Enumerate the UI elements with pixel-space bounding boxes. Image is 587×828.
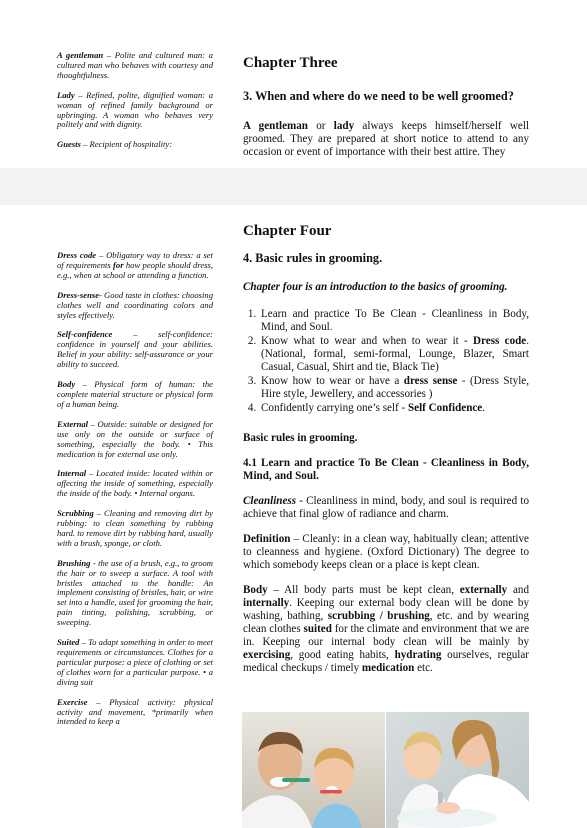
glossary-entry xyxy=(57,638,213,688)
glossary-bold: for xyxy=(113,259,124,270)
list-item xyxy=(259,335,529,374)
body-paragraph xyxy=(243,584,529,675)
text-run: - Cleanliness in mind, body, and soul is required to achieve that final glow of radiance and charm. xyxy=(243,495,529,520)
glossary-term: Lady xyxy=(57,89,75,100)
glossary-definition: – self-confidence: confidence in yourself and your abilities. Belief in your ability: self-assurance or your ability to succeed. xyxy=(57,329,213,370)
bold-term: A gentleman xyxy=(243,120,308,132)
text-run: ourselves, regular medical checkups / timely xyxy=(243,649,529,674)
text-run: etc. xyxy=(414,662,433,674)
text-run: - (Dress Style, Hire style, Jewellery, and accessories ) xyxy=(261,375,529,400)
glossary-term: Brushing xyxy=(57,557,91,568)
glossary-entry xyxy=(57,509,213,549)
section-heading: 4. Basic rules in grooming. xyxy=(243,251,383,265)
main-column xyxy=(243,222,529,675)
text-run: . Keeping our external body clean will be done by washing, bathing, xyxy=(243,597,529,622)
text-run: always keeps himself/herself well groomed. They are prepared at short notice to attend to any occasion or event of importance with their best attire. They xyxy=(243,120,529,158)
chapter-title: Chapter Four xyxy=(243,223,332,239)
glossary-term: Exercise xyxy=(57,696,88,707)
glossary-entry xyxy=(57,559,213,628)
text-run: Confidently carrying one’s self - xyxy=(261,402,408,414)
section-heading: 3. When and where do we need to be well groomed? xyxy=(243,89,514,103)
glossary-entry xyxy=(57,140,213,150)
glossary-entry xyxy=(57,291,213,321)
bold-term: internally xyxy=(243,597,290,609)
bold-term: externally xyxy=(459,584,508,596)
glossary-definition: – Obligatory way to dress: a set of requirements xyxy=(57,250,213,270)
glossary-entry xyxy=(57,420,213,460)
grooming-photo xyxy=(242,712,529,828)
text-run: . (National, formal, semi-formal, Lounge, Blazer, Smart Casual, Casual, Shirt and tie, Black Tie) xyxy=(261,335,529,373)
page-gap xyxy=(0,168,587,205)
family-grooming-image xyxy=(242,712,529,828)
glossary-term: Guests xyxy=(57,139,81,150)
glossary-entry xyxy=(57,51,213,81)
definition-paragraph xyxy=(243,533,529,572)
bold-term: dress sense xyxy=(403,375,458,387)
glossary-entry xyxy=(57,91,213,131)
chapter-intro: Chapter four is an introduction to the basics of grooming. xyxy=(243,281,508,293)
glossary-definition: – Physical activity: physical activity and movement, *primarily when intended to keep a xyxy=(57,696,213,727)
glossary-term: Dress code xyxy=(57,250,97,260)
glossary-definition: – Recipient of hospitality: xyxy=(80,139,173,150)
list-item xyxy=(259,308,529,334)
text-run: or xyxy=(307,120,334,132)
glossary-entry xyxy=(57,251,213,281)
sidebar-glossary xyxy=(57,251,213,737)
list-item xyxy=(259,402,529,415)
glossary-definition: – Physical form of human: the complete material structure or physical form of a human being. xyxy=(57,379,213,409)
glossary-term: Scrubbing xyxy=(57,508,94,519)
text-run: Know how to wear or have a xyxy=(261,375,404,387)
basic-rules-heading: Basic rules in grooming. xyxy=(243,432,358,444)
page-top xyxy=(0,0,587,168)
text-run: , good eating habits, xyxy=(290,649,395,661)
list-item xyxy=(259,375,529,401)
glossary-definition: – Outside: suitable or designed for use only on the outside or surface of something, especially the body. • This medication is for external use only. xyxy=(57,418,213,459)
bold-term: Self Confidence xyxy=(407,402,483,414)
glossary-entry xyxy=(57,380,213,410)
main-column-top xyxy=(243,54,529,159)
glossary-term: External xyxy=(57,418,89,429)
rules-list xyxy=(243,308,529,415)
text-run: – Cleanly: in a clean way, habitually clean; attentive to cleanness and hygiene. (Oxford Dictionary) The degree to which somebody keeps clean or a place is kept clean. xyxy=(243,533,529,571)
glossary-definition: how people should dress, e.g., when at school or attending a function. xyxy=(57,259,213,280)
text-run: Know what to wear and when to wear it - xyxy=(261,335,474,347)
glossary-term: Suited xyxy=(57,637,80,648)
chapter-title: Chapter Three xyxy=(243,55,338,71)
glossary-entry xyxy=(57,330,213,370)
text-run: and xyxy=(507,584,529,596)
bold-term: lady xyxy=(333,120,355,132)
text-run: – All body parts must be kept clean, xyxy=(267,584,460,596)
bold-term: Dress code xyxy=(473,335,527,347)
sidebar-glossary-top xyxy=(57,51,213,160)
bold-term: Definition xyxy=(243,533,291,545)
sub-heading: 4.1 Learn and practice To Be Clean - Cleanliness in Body, Mind, and Soul. xyxy=(243,457,529,482)
glossary-definition: - the use of a brush, e.g., to groom the hair or to sweep a surface. A tool with bristles attached to the handle: An implement consisting of bristles, hair, or wire set into a handle, used for grooming the hair, pain tinting, polishing, scrubbing, or sweeping. xyxy=(57,557,213,628)
cleanliness-paragraph xyxy=(243,495,529,521)
glossary-term: Dress-sense xyxy=(57,289,100,300)
bold-term: Body xyxy=(243,584,268,596)
text-run: . xyxy=(482,402,486,414)
body-paragraph xyxy=(243,120,529,159)
glossary-term: Internal xyxy=(57,468,87,479)
glossary-definition: – Cleaning and removing dirt by rubbing: to clean something by rubbing hard. to remove dirt by rubbing hard, usually with a brush, sponge, or cloth. xyxy=(57,508,213,548)
bold-term: exercising xyxy=(243,649,291,661)
glossary-term: Body xyxy=(57,379,76,390)
text-run: , etc. and by wearing clean clothes xyxy=(243,610,529,635)
glossary-term: A gentleman xyxy=(57,50,104,60)
bold-term: suited xyxy=(303,623,332,635)
glossary-term: Self-confidence xyxy=(57,329,113,340)
text-run: for the climate and environment that we are in. Keeping our internal body clean will be mainly by xyxy=(243,623,530,648)
glossary-entry xyxy=(57,698,213,728)
bold-term: medication xyxy=(361,662,415,674)
glossary-definition: – Polite and cultured man: a cultured man who behaves with courtesy and thoughtfulness. xyxy=(57,50,213,80)
glossary-entry xyxy=(57,469,213,499)
glossary-definition: – Located inside: located within or affecting the inside of something, especially the inside of the body. • Internal organs. xyxy=(57,468,213,499)
bold-term: scrubbing / brushing xyxy=(327,610,430,622)
glossary-definition: - Good taste in clothes: choosing clothes well and coordinating colors and styles effectively. xyxy=(57,289,213,320)
bold-term: hydrating xyxy=(394,649,442,661)
glossary-definition: – To adapt something in order to meet requirements or circumstances. Clothes for a particular purpose: a piece of clothing or set of clothes worn for a particular purpose. • a diving suit xyxy=(57,637,213,687)
glossary-definition: – Refined, polite, dignified woman: a woman of refined family background or upbringing. A woman who behaves very politely and with dignity. xyxy=(57,89,213,130)
bold-term: Cleanliness xyxy=(243,495,297,507)
text-run: Learn and practice To Be Clean - Cleanliness in Body, Mind, and Soul. xyxy=(261,308,529,333)
